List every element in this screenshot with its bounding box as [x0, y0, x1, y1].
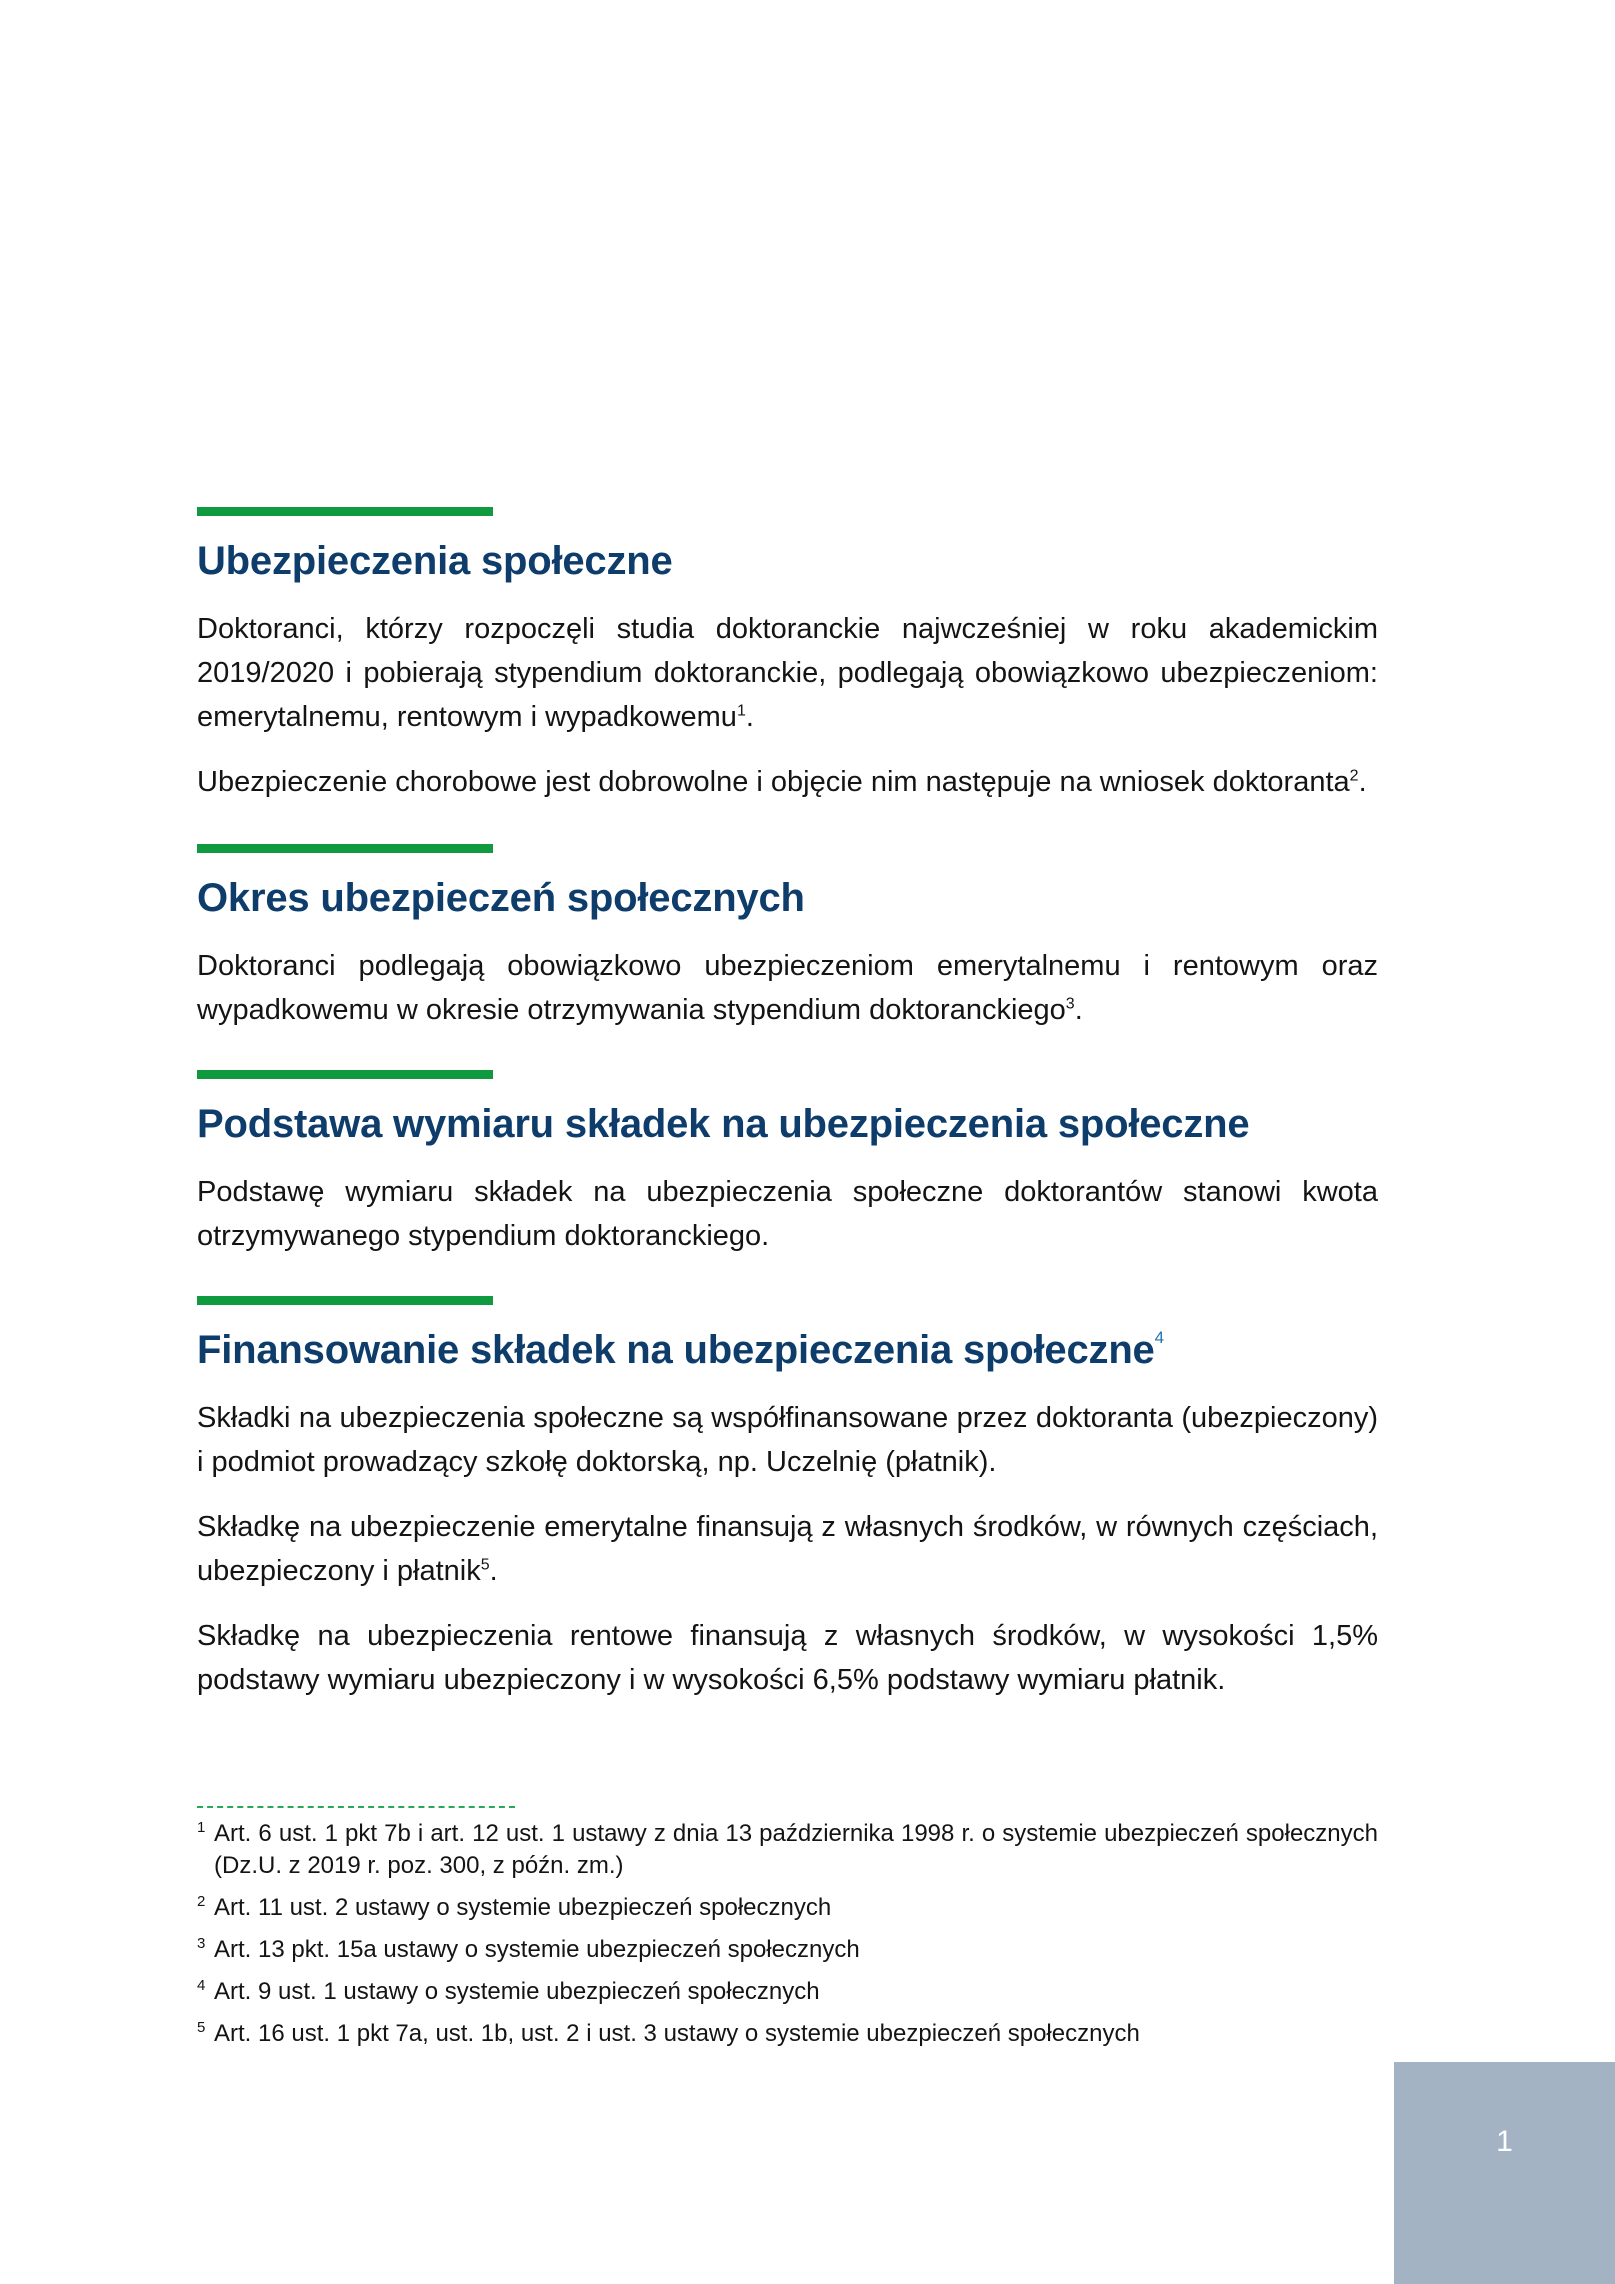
page-number: 1 — [1496, 2125, 1513, 2158]
paragraph: Podstawę wymiaru składek na ubezpieczenia społeczne doktorantów stanowi kwota otrzymywanego stypendium doktoranckiego. — [197, 1176, 1378, 1252]
footnote-item — [197, 1934, 1378, 1966]
section-accent-bar — [197, 507, 493, 516]
footnote-number: 2 — [197, 1893, 206, 1910]
footnote-text: Art. 11 ust. 2 ustawy o systemie ubezpieczeń społecznych — [214, 1894, 832, 1921]
footnote-ref: 2 — [1349, 767, 1359, 785]
paragraph: Doktoranci, którzy rozpoczęli studia doktoranckie najwcześniej w roku akademickim 2019/2020 i pobierają stypendium doktoranckie, podlegają obowiązkowo ubezpieczeniom: emerytalnemu, rentowym i wypadkowemu$^1$. — [197, 613, 1378, 733]
footnote-item — [197, 1976, 1378, 2008]
footnote-item — [197, 1818, 1378, 1882]
document-body — [197, 507, 1378, 1702]
section-podstawa — [197, 1070, 1378, 1258]
page-number-box — [1394, 2062, 1615, 2284]
footnote-number: 4 — [197, 1977, 206, 1994]
footnote-ref: 4 — [1154, 1327, 1164, 1347]
section-ubezpieczenia — [197, 507, 1378, 804]
section-title: Finansowanie składek na ubezpieczenia społeczne$^4$ — [197, 1327, 1164, 1372]
footnote-text: Art. 6 ust. 1 pkt 7b i art. 12 ust. 1 ustawy z dnia 13 października 1998 r. o systemie ubezpieczeń społecznych (Dz.U. z 2019 r. poz. 300, z późn. zm.) — [214, 1820, 1378, 1879]
section-title: Okres ubezpieczeń społecznych — [197, 876, 805, 920]
paragraph: Składkę na ubezpieczenia rentowe finansują z własnych środków, w wysokości 1,5% podstawy wymiaru ubezpieczony i w wysokości 6,5% podstawy wymiaru płatnik. — [197, 1620, 1378, 1696]
footnote-text: Art. 13 pkt. 15a ustawy o systemie ubezpieczeń społecznych — [214, 1936, 860, 1963]
paragraph: Ubezpieczenie chorobowe jest dobrowolne i objęcie nim następuje na wniosek doktoranta$^2$. — [197, 766, 1367, 798]
footnote-item — [197, 2018, 1378, 2050]
paragraph: Doktoranci podlegają obowiązkowo ubezpieczeniom emerytalnemu i rentowym oraz wypadkowemu w okresie otrzymywania stypendium doktoranckiego$^3$. — [197, 950, 1378, 1026]
section-title: Podstawa wymiaru składek na ubezpieczenia społeczne — [197, 1102, 1250, 1146]
section-okres — [197, 844, 1378, 1032]
paragraph: Składki na ubezpieczenia społeczne są współfinansowane przez doktoranta (ubezpieczony) i podmiot prowadzący szkołę doktorską, np. Uczelnię (płatnik). — [197, 1402, 1378, 1478]
section-accent-bar — [197, 844, 493, 853]
footnote-divider — [197, 1806, 515, 1808]
footnotes — [197, 1818, 1378, 2060]
section-accent-bar — [197, 1070, 493, 1079]
section-finansowanie — [197, 1296, 1378, 1702]
footnote-ref: 5 — [480, 1556, 490, 1574]
footnote-ref: 3 — [1065, 995, 1075, 1013]
footnote-ref: 1 — [736, 702, 746, 720]
footnote-number: 1 — [197, 1819, 206, 1836]
footnote-item — [197, 1892, 1378, 1924]
section-accent-bar — [197, 1296, 493, 1305]
footnote-text: Art. 16 ust. 1 pkt 7a, ust. 1b, ust. 2 i ust. 3 ustawy o systemie ubezpieczeń społecznych — [214, 2020, 1140, 2047]
footnote-number: 5 — [197, 2019, 206, 2036]
footnote-text: Art. 9 ust. 1 ustawy o systemie ubezpieczeń społecznych — [214, 1978, 820, 2005]
section-title: Ubezpieczenia społeczne — [197, 539, 673, 583]
paragraph: Składkę na ubezpieczenie emerytalne finansują z własnych środków, w równych częściach, ubezpieczony i płatnik$^5$. — [197, 1511, 1378, 1587]
footnote-number: 3 — [197, 1935, 206, 1952]
